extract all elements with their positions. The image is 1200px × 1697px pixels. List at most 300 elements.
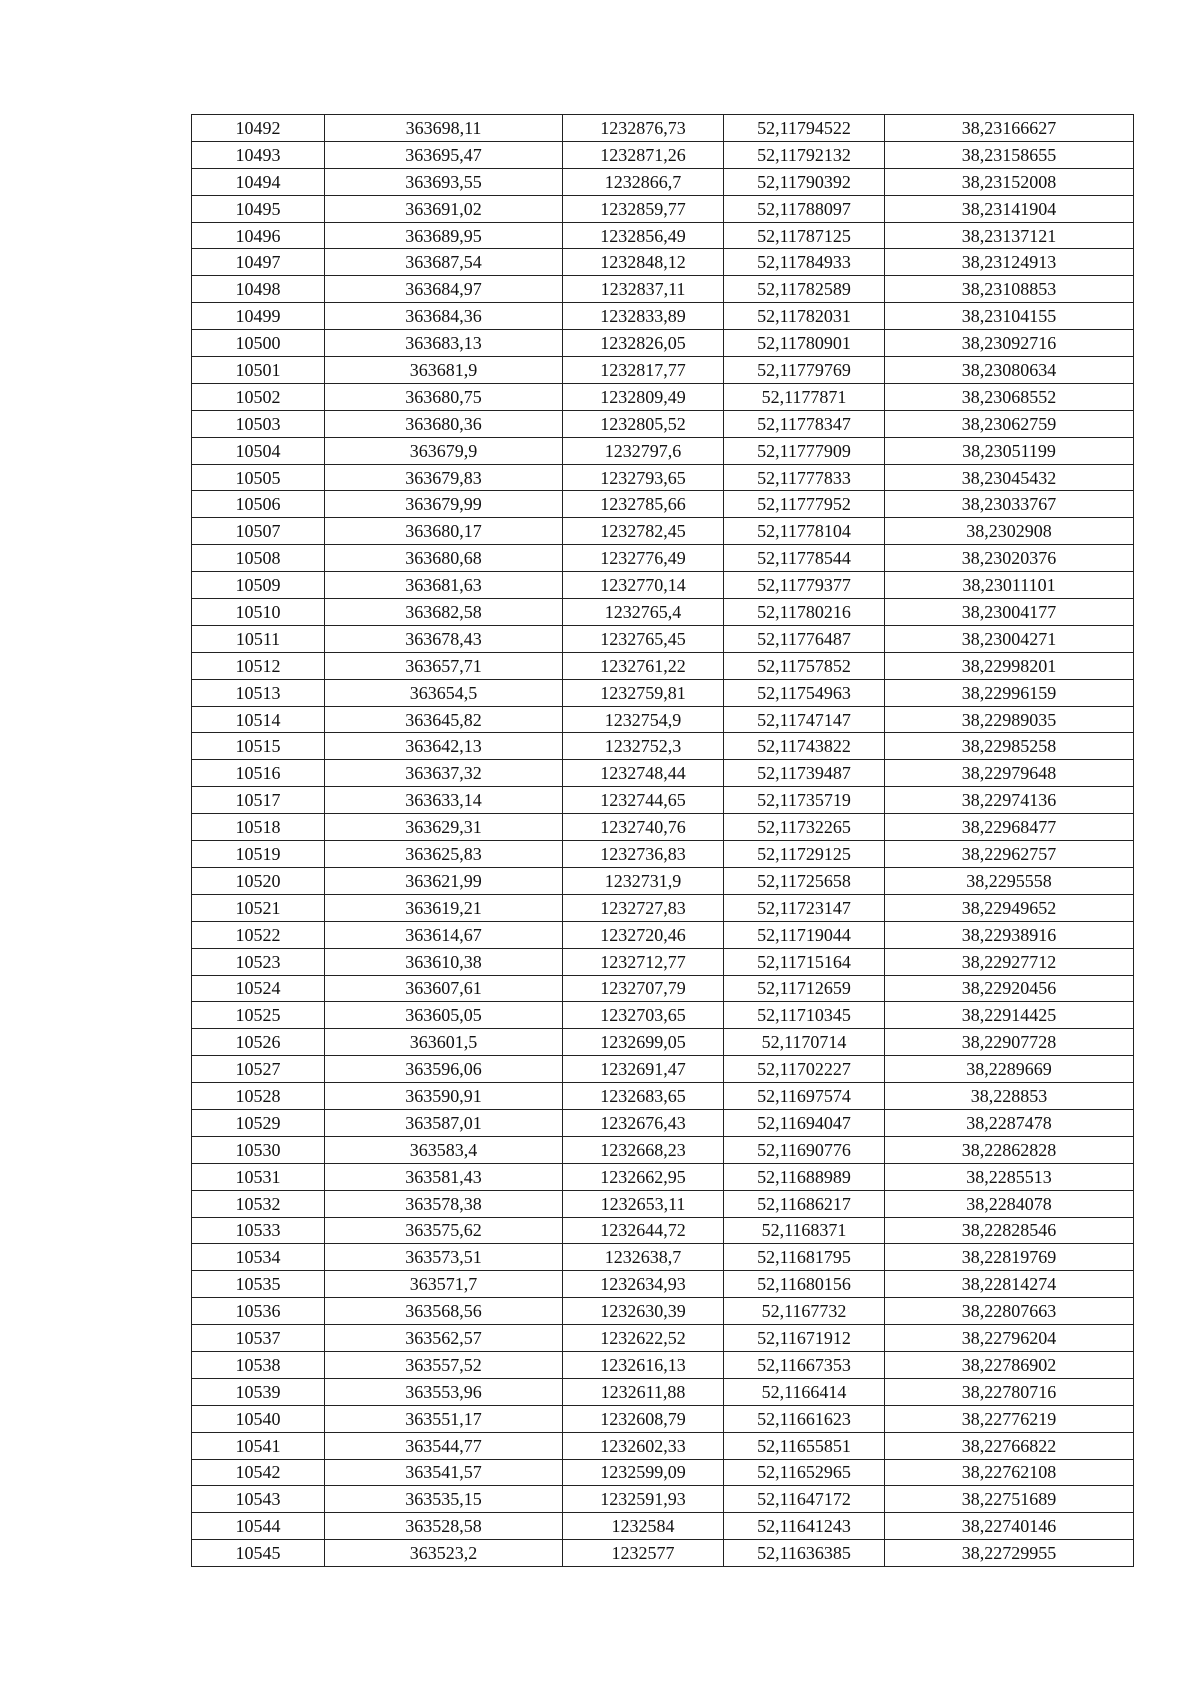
- longitude-cell: 38,22762108: [885, 1459, 1134, 1486]
- latitude-cell: 52,11715164: [724, 948, 885, 975]
- point-number-cell: 10523: [192, 948, 325, 975]
- x-coordinate-cell: 363619,21: [325, 894, 563, 921]
- x-coordinate-cell: 363681,63: [325, 572, 563, 599]
- longitude-cell: 38,23108853: [885, 276, 1134, 303]
- point-number-cell: 10539: [192, 1378, 325, 1405]
- y-coordinate-cell: 1232809,49: [563, 383, 724, 410]
- longitude-cell: 38,22998201: [885, 652, 1134, 679]
- y-coordinate-cell: 1232630,39: [563, 1298, 724, 1325]
- longitude-cell: 38,23092716: [885, 330, 1134, 357]
- longitude-cell: 38,22985258: [885, 733, 1134, 760]
- table-row: [192, 572, 1134, 599]
- y-coordinate-cell: 1232731,9: [563, 867, 724, 894]
- y-coordinate-cell: 1232793,65: [563, 464, 724, 491]
- table-row: [192, 894, 1134, 921]
- table-row: [192, 276, 1134, 303]
- x-coordinate-cell: 363607,61: [325, 975, 563, 1002]
- x-coordinate-cell: 363625,83: [325, 841, 563, 868]
- longitude-cell: 38,23158655: [885, 141, 1134, 168]
- y-coordinate-cell: 1232707,79: [563, 975, 724, 1002]
- x-coordinate-cell: 363679,83: [325, 464, 563, 491]
- x-coordinate-cell: 363590,91: [325, 1083, 563, 1110]
- latitude-cell: 52,11788097: [724, 195, 885, 222]
- coordinates-table-body: [192, 115, 1134, 1567]
- longitude-cell: 38,23011101: [885, 572, 1134, 599]
- x-coordinate-cell: 363605,05: [325, 1002, 563, 1029]
- y-coordinate-cell: 1232638,7: [563, 1244, 724, 1271]
- point-number-cell: 10504: [192, 437, 325, 464]
- longitude-cell: 38,23062759: [885, 410, 1134, 437]
- y-coordinate-cell: 1232752,3: [563, 733, 724, 760]
- longitude-cell: 38,22819769: [885, 1244, 1134, 1271]
- y-coordinate-cell: 1232759,81: [563, 679, 724, 706]
- longitude-cell: 38,22927712: [885, 948, 1134, 975]
- table-row: [192, 1217, 1134, 1244]
- table-row: [192, 787, 1134, 814]
- point-number-cell: 10513: [192, 679, 325, 706]
- y-coordinate-cell: 1232833,89: [563, 303, 724, 330]
- latitude-cell: 52,11778544: [724, 545, 885, 572]
- latitude-cell: 52,11681795: [724, 1244, 885, 1271]
- table-row: [192, 195, 1134, 222]
- table-row: [192, 679, 1134, 706]
- x-coordinate-cell: 363528,58: [325, 1513, 563, 1540]
- latitude-cell: 52,1170714: [724, 1029, 885, 1056]
- table-row: [192, 141, 1134, 168]
- longitude-cell: 38,22751689: [885, 1486, 1134, 1513]
- table-row: [192, 1351, 1134, 1378]
- y-coordinate-cell: 1232761,22: [563, 652, 724, 679]
- y-coordinate-cell: 1232859,77: [563, 195, 724, 222]
- x-coordinate-cell: 363680,75: [325, 383, 563, 410]
- y-coordinate-cell: 1232584: [563, 1513, 724, 1540]
- point-number-cell: 10540: [192, 1405, 325, 1432]
- point-number-cell: 10503: [192, 410, 325, 437]
- point-number-cell: 10527: [192, 1056, 325, 1083]
- longitude-cell: 38,2287478: [885, 1109, 1134, 1136]
- longitude-cell: 38,228853: [885, 1083, 1134, 1110]
- x-coordinate-cell: 363698,11: [325, 115, 563, 142]
- latitude-cell: 52,11655851: [724, 1432, 885, 1459]
- y-coordinate-cell: 1232653,11: [563, 1190, 724, 1217]
- longitude-cell: 38,22766822: [885, 1432, 1134, 1459]
- y-coordinate-cell: 1232866,7: [563, 168, 724, 195]
- table-row: [192, 1378, 1134, 1405]
- x-coordinate-cell: 363637,32: [325, 760, 563, 787]
- x-coordinate-cell: 363642,13: [325, 733, 563, 760]
- x-coordinate-cell: 363601,5: [325, 1029, 563, 1056]
- x-coordinate-cell: 363562,57: [325, 1325, 563, 1352]
- point-number-cell: 10494: [192, 168, 325, 195]
- table-row: [192, 652, 1134, 679]
- table-row: [192, 1540, 1134, 1567]
- table-row: [192, 1056, 1134, 1083]
- latitude-cell: 52,11729125: [724, 841, 885, 868]
- x-coordinate-cell: 363568,56: [325, 1298, 563, 1325]
- point-number-cell: 10535: [192, 1271, 325, 1298]
- latitude-cell: 52,11776487: [724, 625, 885, 652]
- longitude-cell: 38,22780716: [885, 1378, 1134, 1405]
- latitude-cell: 52,11780216: [724, 599, 885, 626]
- x-coordinate-cell: 363645,82: [325, 706, 563, 733]
- longitude-cell: 38,23033767: [885, 491, 1134, 518]
- latitude-cell: 52,1166414: [724, 1378, 885, 1405]
- longitude-cell: 38,23166627: [885, 115, 1134, 142]
- x-coordinate-cell: 363583,4: [325, 1136, 563, 1163]
- table-row: [192, 383, 1134, 410]
- table-row: [192, 249, 1134, 276]
- point-number-cell: 10520: [192, 867, 325, 894]
- latitude-cell: 52,11719044: [724, 921, 885, 948]
- y-coordinate-cell: 1232727,83: [563, 894, 724, 921]
- y-coordinate-cell: 1232856,49: [563, 222, 724, 249]
- latitude-cell: 52,11794522: [724, 115, 885, 142]
- table-row: [192, 706, 1134, 733]
- longitude-cell: 38,23051199: [885, 437, 1134, 464]
- x-coordinate-cell: 363683,13: [325, 330, 563, 357]
- x-coordinate-cell: 363684,36: [325, 303, 563, 330]
- point-number-cell: 10532: [192, 1190, 325, 1217]
- longitude-cell: 38,2295558: [885, 867, 1134, 894]
- latitude-cell: 52,11754963: [724, 679, 885, 706]
- longitude-cell: 38,23020376: [885, 545, 1134, 572]
- x-coordinate-cell: 363544,77: [325, 1432, 563, 1459]
- point-number-cell: 10528: [192, 1083, 325, 1110]
- table-row: [192, 330, 1134, 357]
- table-row: [192, 1325, 1134, 1352]
- latitude-cell: 52,11688989: [724, 1163, 885, 1190]
- x-coordinate-cell: 363679,99: [325, 491, 563, 518]
- x-coordinate-cell: 363693,55: [325, 168, 563, 195]
- table-row: [192, 1459, 1134, 1486]
- point-number-cell: 10506: [192, 491, 325, 518]
- latitude-cell: 52,11686217: [724, 1190, 885, 1217]
- point-number-cell: 10510: [192, 599, 325, 626]
- x-coordinate-cell: 363682,58: [325, 599, 563, 626]
- y-coordinate-cell: 1232736,83: [563, 841, 724, 868]
- x-coordinate-cell: 363684,97: [325, 276, 563, 303]
- table-row: [192, 1029, 1134, 1056]
- point-number-cell: 10541: [192, 1432, 325, 1459]
- point-number-cell: 10492: [192, 115, 325, 142]
- y-coordinate-cell: 1232770,14: [563, 572, 724, 599]
- table-row: [192, 733, 1134, 760]
- y-coordinate-cell: 1232699,05: [563, 1029, 724, 1056]
- x-coordinate-cell: 363695,47: [325, 141, 563, 168]
- point-number-cell: 10534: [192, 1244, 325, 1271]
- table-row: [192, 357, 1134, 384]
- latitude-cell: 52,11778347: [724, 410, 885, 437]
- latitude-cell: 52,11735719: [724, 787, 885, 814]
- x-coordinate-cell: 363678,43: [325, 625, 563, 652]
- longitude-cell: 38,23141904: [885, 195, 1134, 222]
- point-number-cell: 10512: [192, 652, 325, 679]
- longitude-cell: 38,2289669: [885, 1056, 1134, 1083]
- table-row: [192, 168, 1134, 195]
- y-coordinate-cell: 1232703,65: [563, 1002, 724, 1029]
- longitude-cell: 38,22814274: [885, 1271, 1134, 1298]
- y-coordinate-cell: 1232712,77: [563, 948, 724, 975]
- latitude-cell: 52,11725658: [724, 867, 885, 894]
- latitude-cell: 52,1168371: [724, 1217, 885, 1244]
- latitude-cell: 52,11743822: [724, 733, 885, 760]
- coordinates-table: [191, 114, 1134, 1567]
- longitude-cell: 38,22807663: [885, 1298, 1134, 1325]
- latitude-cell: 52,11690776: [724, 1136, 885, 1163]
- x-coordinate-cell: 363687,54: [325, 249, 563, 276]
- point-number-cell: 10530: [192, 1136, 325, 1163]
- table-row: [192, 1244, 1134, 1271]
- latitude-cell: 52,11661623: [724, 1405, 885, 1432]
- point-number-cell: 10499: [192, 303, 325, 330]
- y-coordinate-cell: 1232754,9: [563, 706, 724, 733]
- point-number-cell: 10497: [192, 249, 325, 276]
- y-coordinate-cell: 1232740,76: [563, 814, 724, 841]
- point-number-cell: 10531: [192, 1163, 325, 1190]
- y-coordinate-cell: 1232782,45: [563, 518, 724, 545]
- x-coordinate-cell: 363633,14: [325, 787, 563, 814]
- latitude-cell: 52,11671912: [724, 1325, 885, 1352]
- x-coordinate-cell: 363680,68: [325, 545, 563, 572]
- point-number-cell: 10496: [192, 222, 325, 249]
- point-number-cell: 10517: [192, 787, 325, 814]
- x-coordinate-cell: 363681,9: [325, 357, 563, 384]
- x-coordinate-cell: 363689,95: [325, 222, 563, 249]
- longitude-cell: 38,22962757: [885, 841, 1134, 868]
- latitude-cell: 52,1177871: [724, 383, 885, 410]
- y-coordinate-cell: 1232577: [563, 1540, 724, 1567]
- y-coordinate-cell: 1232676,43: [563, 1109, 724, 1136]
- y-coordinate-cell: 1232785,66: [563, 491, 724, 518]
- latitude-cell: 52,11636385: [724, 1540, 885, 1567]
- latitude-cell: 52,1167732: [724, 1298, 885, 1325]
- point-number-cell: 10538: [192, 1351, 325, 1378]
- latitude-cell: 52,11667353: [724, 1351, 885, 1378]
- latitude-cell: 52,11777833: [724, 464, 885, 491]
- y-coordinate-cell: 1232616,13: [563, 1351, 724, 1378]
- x-coordinate-cell: 363571,7: [325, 1271, 563, 1298]
- point-number-cell: 10544: [192, 1513, 325, 1540]
- latitude-cell: 52,11652965: [724, 1459, 885, 1486]
- y-coordinate-cell: 1232599,09: [563, 1459, 724, 1486]
- longitude-cell: 38,23004177: [885, 599, 1134, 626]
- table-row: [192, 545, 1134, 572]
- x-coordinate-cell: 363557,52: [325, 1351, 563, 1378]
- latitude-cell: 52,11747147: [724, 706, 885, 733]
- longitude-cell: 38,22938916: [885, 921, 1134, 948]
- x-coordinate-cell: 363679,9: [325, 437, 563, 464]
- longitude-cell: 38,23152008: [885, 168, 1134, 195]
- y-coordinate-cell: 1232662,95: [563, 1163, 724, 1190]
- longitude-cell: 38,23068552: [885, 383, 1134, 410]
- latitude-cell: 52,11790392: [724, 168, 885, 195]
- y-coordinate-cell: 1232837,11: [563, 276, 724, 303]
- latitude-cell: 52,11694047: [724, 1109, 885, 1136]
- point-number-cell: 10511: [192, 625, 325, 652]
- table-row: [192, 115, 1134, 142]
- longitude-cell: 38,22907728: [885, 1029, 1134, 1056]
- latitude-cell: 52,11779769: [724, 357, 885, 384]
- y-coordinate-cell: 1232765,45: [563, 625, 724, 652]
- longitude-cell: 38,22979648: [885, 760, 1134, 787]
- point-number-cell: 10507: [192, 518, 325, 545]
- y-coordinate-cell: 1232634,93: [563, 1271, 724, 1298]
- point-number-cell: 10543: [192, 1486, 325, 1513]
- point-number-cell: 10533: [192, 1217, 325, 1244]
- latitude-cell: 52,11680156: [724, 1271, 885, 1298]
- y-coordinate-cell: 1232744,65: [563, 787, 724, 814]
- table-row: [192, 410, 1134, 437]
- latitude-cell: 52,11777952: [724, 491, 885, 518]
- y-coordinate-cell: 1232591,93: [563, 1486, 724, 1513]
- latitude-cell: 52,11697574: [724, 1083, 885, 1110]
- y-coordinate-cell: 1232871,26: [563, 141, 724, 168]
- point-number-cell: 10545: [192, 1540, 325, 1567]
- latitude-cell: 52,11784933: [724, 249, 885, 276]
- table-row: [192, 518, 1134, 545]
- point-number-cell: 10529: [192, 1109, 325, 1136]
- table-row: [192, 921, 1134, 948]
- latitude-cell: 52,11732265: [724, 814, 885, 841]
- latitude-cell: 52,11702227: [724, 1056, 885, 1083]
- x-coordinate-cell: 363610,38: [325, 948, 563, 975]
- longitude-cell: 38,22862828: [885, 1136, 1134, 1163]
- table-row: [192, 1190, 1134, 1217]
- latitude-cell: 52,11782589: [724, 276, 885, 303]
- longitude-cell: 38,23137121: [885, 222, 1134, 249]
- y-coordinate-cell: 1232748,44: [563, 760, 724, 787]
- point-number-cell: 10524: [192, 975, 325, 1002]
- y-coordinate-cell: 1232611,88: [563, 1378, 724, 1405]
- longitude-cell: 38,2302908: [885, 518, 1134, 545]
- x-coordinate-cell: 363575,62: [325, 1217, 563, 1244]
- x-coordinate-cell: 363553,96: [325, 1378, 563, 1405]
- table-row: [192, 975, 1134, 1002]
- table-row: [192, 1002, 1134, 1029]
- table-row: [192, 599, 1134, 626]
- longitude-cell: 38,22828546: [885, 1217, 1134, 1244]
- table-row: [192, 867, 1134, 894]
- latitude-cell: 52,11792132: [724, 141, 885, 168]
- latitude-cell: 52,11739487: [724, 760, 885, 787]
- x-coordinate-cell: 363691,02: [325, 195, 563, 222]
- table-row: [192, 1163, 1134, 1190]
- latitude-cell: 52,11757852: [724, 652, 885, 679]
- point-number-cell: 10502: [192, 383, 325, 410]
- x-coordinate-cell: 363535,15: [325, 1486, 563, 1513]
- point-number-cell: 10493: [192, 141, 325, 168]
- table-row: [192, 464, 1134, 491]
- latitude-cell: 52,11778104: [724, 518, 885, 545]
- y-coordinate-cell: 1232765,4: [563, 599, 724, 626]
- x-coordinate-cell: 363587,01: [325, 1109, 563, 1136]
- y-coordinate-cell: 1232776,49: [563, 545, 724, 572]
- latitude-cell: 52,11779377: [724, 572, 885, 599]
- x-coordinate-cell: 363629,31: [325, 814, 563, 841]
- longitude-cell: 38,23080634: [885, 357, 1134, 384]
- longitude-cell: 38,22920456: [885, 975, 1134, 1002]
- point-number-cell: 10518: [192, 814, 325, 841]
- point-number-cell: 10501: [192, 357, 325, 384]
- x-coordinate-cell: 363654,5: [325, 679, 563, 706]
- longitude-cell: 38,22968477: [885, 814, 1134, 841]
- y-coordinate-cell: 1232691,47: [563, 1056, 724, 1083]
- y-coordinate-cell: 1232848,12: [563, 249, 724, 276]
- longitude-cell: 38,2285513: [885, 1163, 1134, 1190]
- latitude-cell: 52,11787125: [724, 222, 885, 249]
- x-coordinate-cell: 363541,57: [325, 1459, 563, 1486]
- point-number-cell: 10536: [192, 1298, 325, 1325]
- x-coordinate-cell: 363614,67: [325, 921, 563, 948]
- point-number-cell: 10500: [192, 330, 325, 357]
- longitude-cell: 38,22974136: [885, 787, 1134, 814]
- table-row: [192, 841, 1134, 868]
- y-coordinate-cell: 1232805,52: [563, 410, 724, 437]
- latitude-cell: 52,11647172: [724, 1486, 885, 1513]
- x-coordinate-cell: 363657,71: [325, 652, 563, 679]
- table-row: [192, 437, 1134, 464]
- y-coordinate-cell: 1232826,05: [563, 330, 724, 357]
- point-number-cell: 10537: [192, 1325, 325, 1352]
- x-coordinate-cell: 363596,06: [325, 1056, 563, 1083]
- table-row: [192, 1486, 1134, 1513]
- table-row: [192, 1136, 1134, 1163]
- y-coordinate-cell: 1232622,52: [563, 1325, 724, 1352]
- x-coordinate-cell: 363621,99: [325, 867, 563, 894]
- longitude-cell: 38,23045432: [885, 464, 1134, 491]
- longitude-cell: 38,22989035: [885, 706, 1134, 733]
- table-row: [192, 222, 1134, 249]
- x-coordinate-cell: 363581,43: [325, 1163, 563, 1190]
- latitude-cell: 52,11777909: [724, 437, 885, 464]
- table-row: [192, 1271, 1134, 1298]
- point-number-cell: 10521: [192, 894, 325, 921]
- longitude-cell: 38,22914425: [885, 1002, 1134, 1029]
- point-number-cell: 10515: [192, 733, 325, 760]
- point-number-cell: 10526: [192, 1029, 325, 1056]
- point-number-cell: 10495: [192, 195, 325, 222]
- longitude-cell: 38,22776219: [885, 1405, 1134, 1432]
- y-coordinate-cell: 1232797,6: [563, 437, 724, 464]
- y-coordinate-cell: 1232817,77: [563, 357, 724, 384]
- y-coordinate-cell: 1232720,46: [563, 921, 724, 948]
- table-row: [192, 760, 1134, 787]
- point-number-cell: 10519: [192, 841, 325, 868]
- longitude-cell: 38,2284078: [885, 1190, 1134, 1217]
- point-number-cell: 10516: [192, 760, 325, 787]
- latitude-cell: 52,11712659: [724, 975, 885, 1002]
- table-row: [192, 491, 1134, 518]
- point-number-cell: 10525: [192, 1002, 325, 1029]
- x-coordinate-cell: 363523,2: [325, 1540, 563, 1567]
- latitude-cell: 52,11723147: [724, 894, 885, 921]
- table-row: [192, 1405, 1134, 1432]
- x-coordinate-cell: 363680,36: [325, 410, 563, 437]
- point-number-cell: 10542: [192, 1459, 325, 1486]
- x-coordinate-cell: 363573,51: [325, 1244, 563, 1271]
- table-row: [192, 303, 1134, 330]
- point-number-cell: 10498: [192, 276, 325, 303]
- longitude-cell: 38,23124913: [885, 249, 1134, 276]
- latitude-cell: 52,11780901: [724, 330, 885, 357]
- y-coordinate-cell: 1232876,73: [563, 115, 724, 142]
- table-row: [192, 1513, 1134, 1540]
- longitude-cell: 38,22786902: [885, 1351, 1134, 1378]
- table-row: [192, 948, 1134, 975]
- y-coordinate-cell: 1232644,72: [563, 1217, 724, 1244]
- longitude-cell: 38,23004271: [885, 625, 1134, 652]
- y-coordinate-cell: 1232683,65: [563, 1083, 724, 1110]
